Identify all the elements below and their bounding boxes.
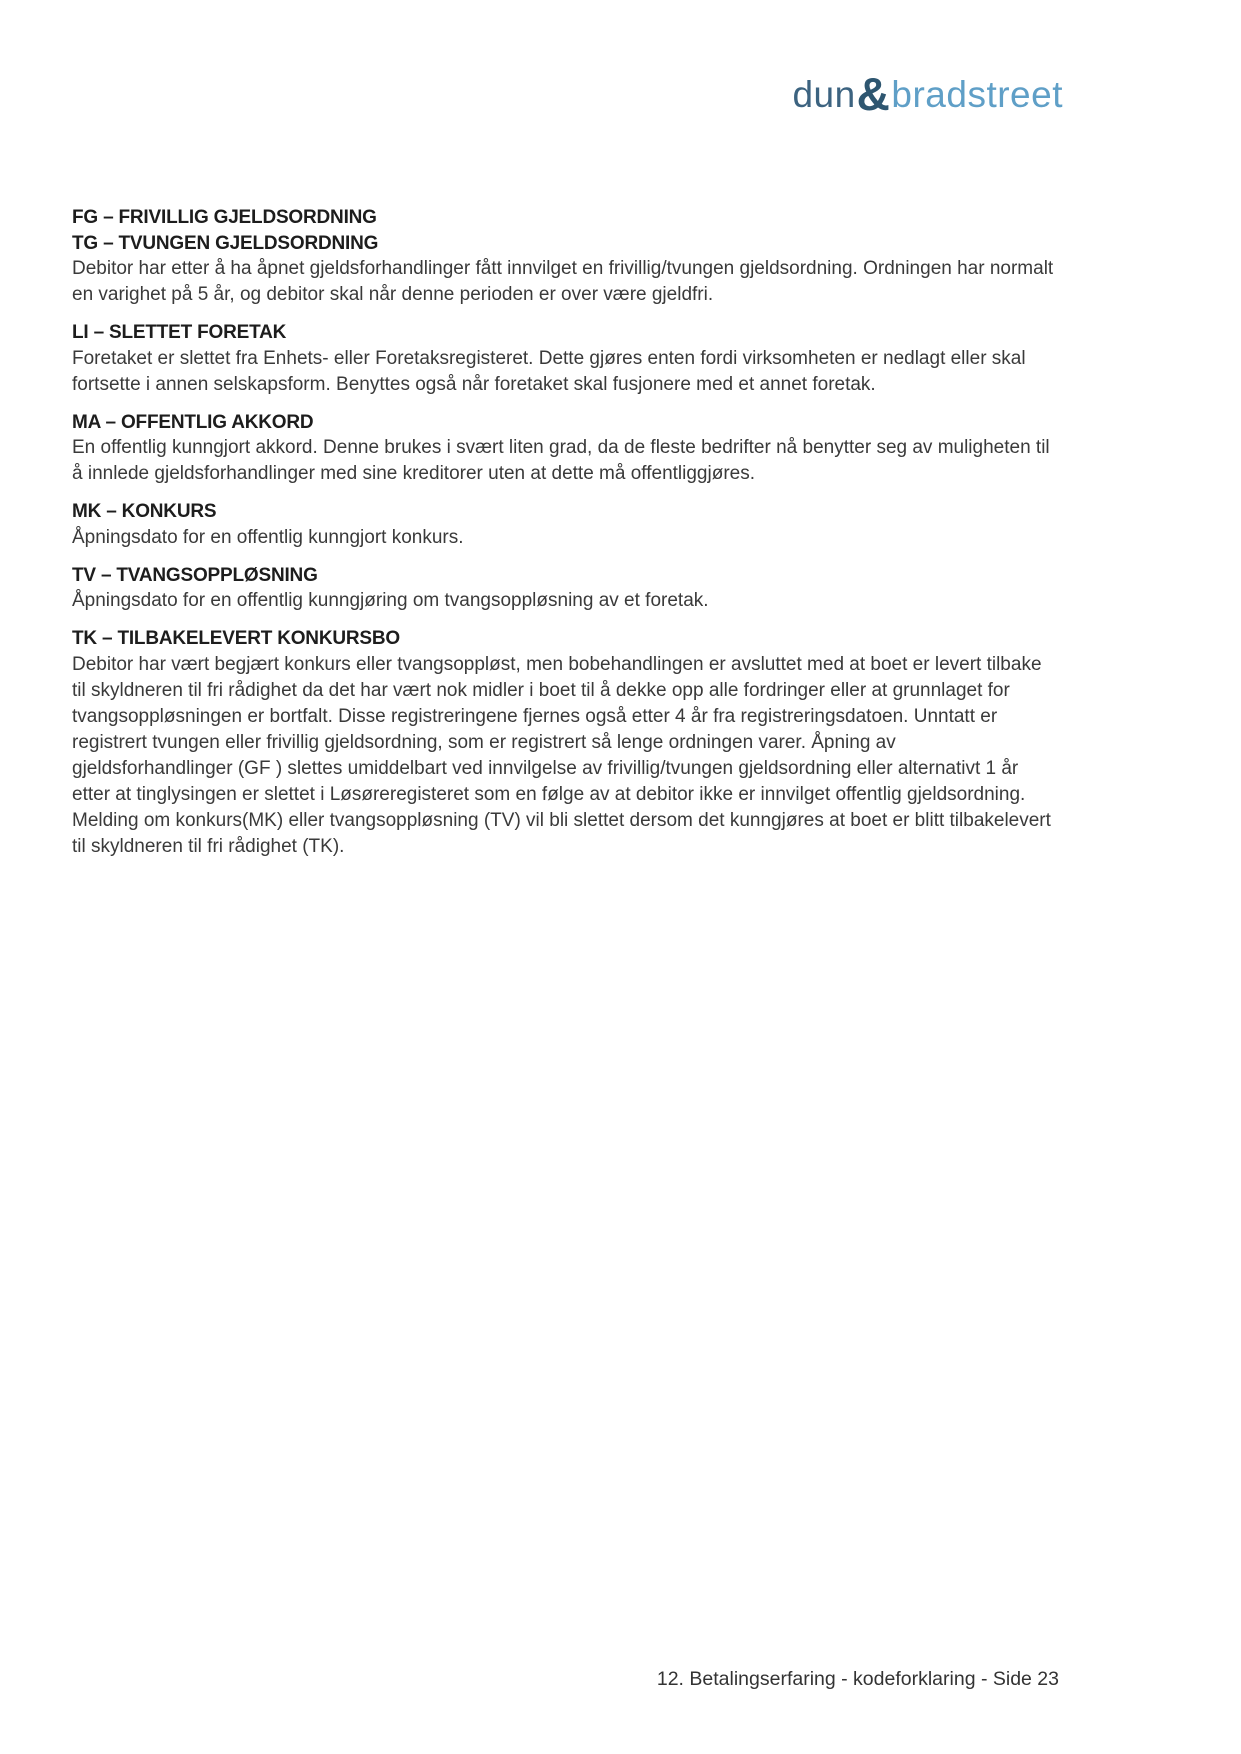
section-li bbox=[72, 320, 1060, 398]
section-heading: TG – TVUNGEN GJELDSORDNING bbox=[72, 232, 379, 254]
logo-ampersand-icon: & bbox=[856, 68, 891, 120]
section-ma bbox=[72, 410, 1060, 488]
section-mk bbox=[72, 499, 1060, 551]
section-heading: TV – TVANGSOPPLØSNING bbox=[72, 564, 318, 586]
section-tk bbox=[72, 626, 1060, 860]
section-heading: MK – KONKURS bbox=[72, 501, 217, 522]
section-tv bbox=[72, 563, 1060, 615]
section-paragraph: Debitor har etter å ha åpnet gjeldsforhandlinger fått innvilget en frivillig/tvungen gjeldsordning. Ordningen har normalt en varighet på 5 år, og debitor skal når denne perioden er over være gjeldfri. bbox=[72, 258, 1054, 305]
section-paragraph: En offentlig kunngjort akkord. Denne brukes i svært liten grad, da de fleste bedrifter nå benytter seg av muligheten til å innlede gjeldsforhandlinger med sine kreditorer uten at dette må offentliggjøres. bbox=[72, 437, 1050, 484]
section-heading: FG – FRIVILLIG GJELDSORDNING bbox=[72, 207, 377, 228]
dun-and-bradstreet-logo bbox=[792, 68, 1063, 120]
section-paragraph: Debitor har vært begjært konkurs eller tvangsoppløst, men bobehandlingen er avsluttet med at boet er levert tilbake til skyldneren til fri rådighet da det har vært nok midler i boet til å dekke opp alle fordringer eller at grunnlaget for tvangsoppløsningen er bortfalt. Disse registreringene fjernes også etter 4 år fra registreringsdatoen. Unntatt er registrert tvungen eller frivillig gjeldsordning, som er registrert så lenge ordningen varer. Åpning av gjeldsforhandlinger (GF ) slettes umiddelbart ved innvilgelse av frivillig/tvungen gjeldsordning eller alternativt 1 år etter at tinglysingen er slettet i Løsøreregisteret som en følge av at debitor ikke er innvilget offentlig gjeldsordning. Melding om konkurs(MK) eller tvangsoppløsning (TV) vil bli slettet dersom det kunngjøres at boet er blitt tilbakelevert til skyldneren til fri rådighet (TK). bbox=[72, 653, 1051, 857]
page-footer: 12. Betalingserfaring - kodeforklaring - Side 23 bbox=[656, 1668, 1059, 1690]
section-paragraph: Åpningsdato for en offentlig kunngjøring om tvangsoppløsning av et foretak. bbox=[72, 590, 709, 611]
section-paragraph: Åpningsdato for en offentlig kunngjort konkurs. bbox=[72, 526, 464, 548]
section-fg-tg bbox=[72, 205, 1060, 308]
section-heading: LI – SLETTET FORETAK bbox=[72, 322, 287, 343]
section-heading: TK – TILBAKELEVERT KONKURSBO bbox=[72, 628, 400, 649]
logo-text-bradstreet: bradstreet bbox=[891, 74, 1063, 115]
document-body bbox=[72, 205, 1060, 872]
section-paragraph: Foretaket er slettet fra Enhets- eller Foretaksregisteret. Dette gjøres enten fordi virksomheten er nedlagt eller skal fortsette i annen selskapsform. Benyttes også når foretaket skal fusjonere med et annet foretak. bbox=[72, 347, 1026, 395]
logo-text-dun: dun bbox=[792, 74, 856, 115]
section-heading: MA – OFFENTLIG AKKORD bbox=[72, 411, 314, 433]
